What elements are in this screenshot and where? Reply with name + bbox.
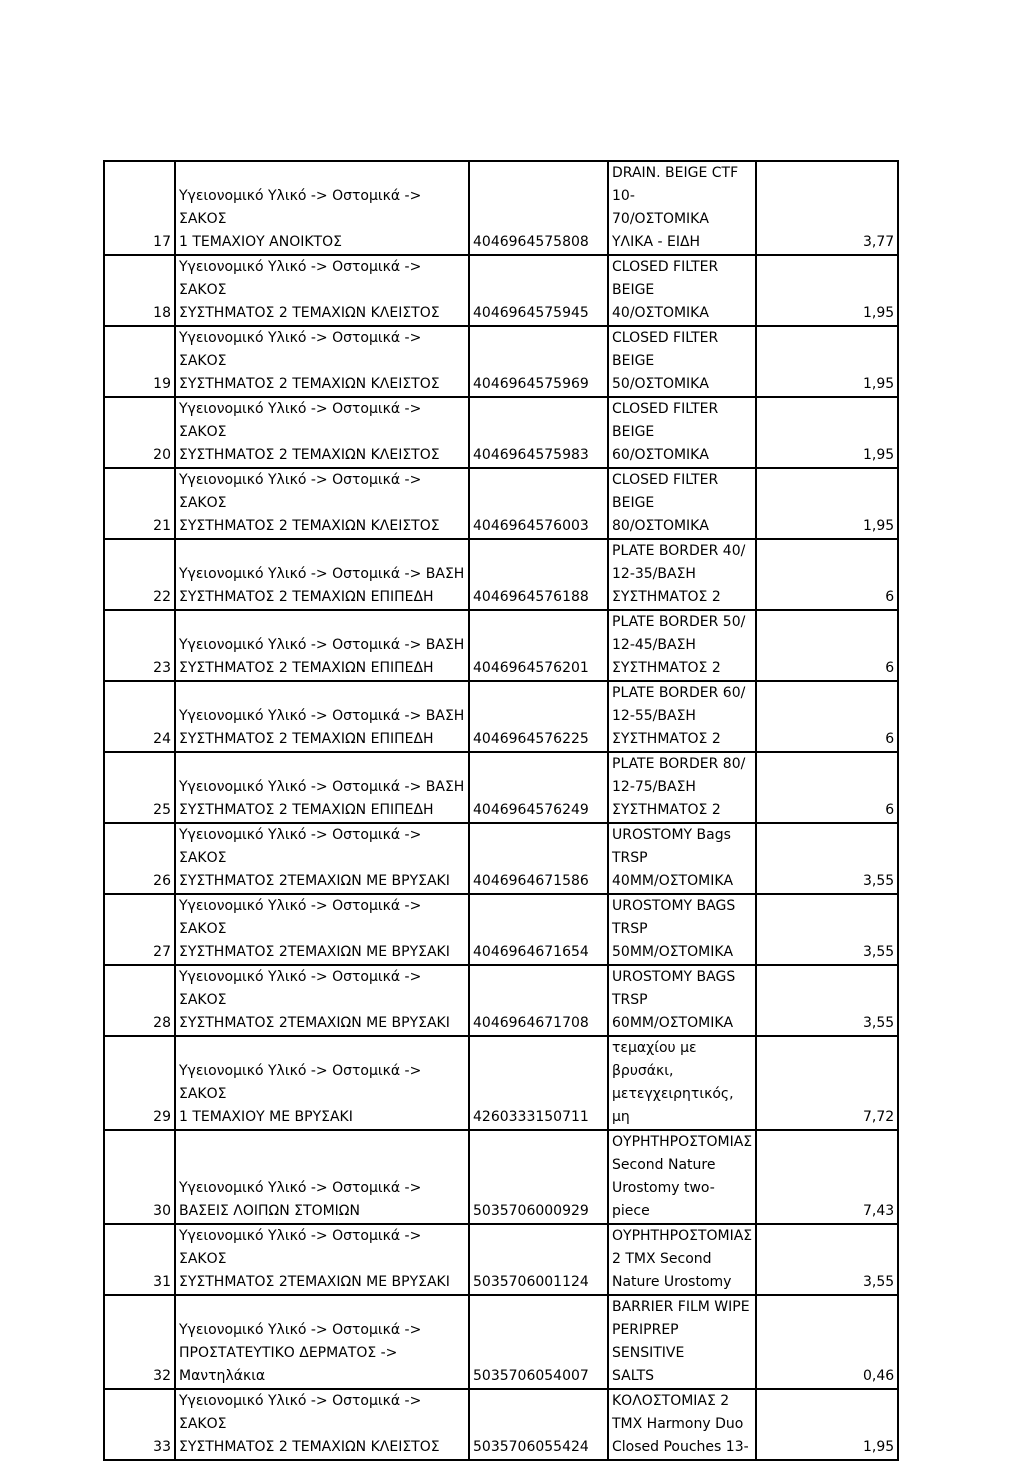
description-cell: τεμαχίου με βρυσάκι, μετεγχειρητικός, μη <box>608 1036 756 1130</box>
price-cell: 6 <box>756 681 898 752</box>
description-cell: PLATE BORDER 50/ 12-45/ΒΑΣΗ ΣΥΣΤΗΜΑΤΟΣ 2 <box>608 610 756 681</box>
category-cell: Υγειονομικό Υλικό -> Οστομικά -> ΣΑΚΟΣ ΣΥΣΤΗΜΑΤΟΣ 2ΤΕΜΑΧΙΩΝ ΜΕ ΒΡΥΣΑΚΙ <box>175 965 469 1036</box>
category-cell: Υγειονομικό Υλικό -> Οστομικά -> ΒΑΣΗ ΣΥΣΤΗΜΑΤΟΣ 2 ΤΕΜΑΧΙΩΝ ΕΠΙΠΕΔΗ <box>175 681 469 752</box>
category-cell: Υγειονομικό Υλικό -> Οστομικά -> ΣΑΚΟΣ ΣΥΣΤΗΜΑΤΟΣ 2ΤΕΜΑΧΙΩΝ ΜΕ ΒΡΥΣΑΚΙ <box>175 894 469 965</box>
category-cell: Υγειονομικό Υλικό -> Οστομικά -> ΣΑΚΟΣ ΣΥΣΤΗΜΑΤΟΣ 2 ΤΕΜΑΧΙΩΝ ΚΛΕΙΣΤΟΣ <box>175 468 469 539</box>
row-number: 29 <box>104 1036 175 1130</box>
description-cell: PLATE BORDER 40/ 12-35/ΒΑΣΗ ΣΥΣΤΗΜΑΤΟΣ 2 <box>608 539 756 610</box>
row-number: 19 <box>104 326 175 397</box>
table-row <box>104 1224 898 1295</box>
row-number: 23 <box>104 610 175 681</box>
product-code-cell: 4046964576188 <box>469 539 608 610</box>
row-number: 18 <box>104 255 175 326</box>
row-number: 30 <box>104 1130 175 1224</box>
table-row <box>104 255 898 326</box>
row-number: 20 <box>104 397 175 468</box>
table-row <box>104 468 898 539</box>
product-code-cell: 5035706001124 <box>469 1224 608 1295</box>
product-code-cell: 4046964576249 <box>469 752 608 823</box>
category-cell: Υγειονομικό Υλικό -> Οστομικά -> ΣΑΚΟΣ ΣΥΣΤΗΜΑΤΟΣ 2 ΤΕΜΑΧΙΩΝ ΚΛΕΙΣΤΟΣ <box>175 326 469 397</box>
product-code-cell: 4046964575983 <box>469 397 608 468</box>
row-number: 26 <box>104 823 175 894</box>
category-cell: Υγειονομικό Υλικό -> Οστομικά -> ΣΑΚΟΣ ΣΥΣΤΗΜΑΤΟΣ 2ΤΕΜΑΧΙΩΝ ΜΕ ΒΡΥΣΑΚΙ <box>175 823 469 894</box>
table-row <box>104 539 898 610</box>
category-cell: Υγειονομικό Υλικό -> Οστομικά -> ΒΑΣΗ ΣΥΣΤΗΜΑΤΟΣ 2 ΤΕΜΑΧΙΩΝ ΕΠΙΠΕΔΗ <box>175 752 469 823</box>
price-cell: 3,77 <box>756 161 898 255</box>
table-row <box>104 752 898 823</box>
table-row <box>104 965 898 1036</box>
category-cell: Υγειονομικό Υλικό -> Οστομικά -> ΣΑΚΟΣ 1 ΤΕΜΑΧΙΟΥ ΜΕ ΒΡΥΣΑΚΙ <box>175 1036 469 1130</box>
table-row <box>104 1389 898 1460</box>
price-cell: 0,46 <box>756 1295 898 1389</box>
row-number: 25 <box>104 752 175 823</box>
category-cell: Υγειονομικό Υλικό -> Οστομικά -> ΒΑΣΗ ΣΥΣΤΗΜΑΤΟΣ 2 ΤΕΜΑΧΙΩΝ ΕΠΙΠΕΔΗ <box>175 539 469 610</box>
price-cell: 1,95 <box>756 255 898 326</box>
row-number: 32 <box>104 1295 175 1389</box>
product-code-cell: 5035706000929 <box>469 1130 608 1224</box>
row-number: 28 <box>104 965 175 1036</box>
table-row <box>104 397 898 468</box>
table-row <box>104 326 898 397</box>
price-cell: 6 <box>756 610 898 681</box>
table-row <box>104 1295 898 1389</box>
category-cell: Υγειονομικό Υλικό -> Οστομικά -> ΣΑΚΟΣ 1 ΤΕΜΑΧΙΟΥ ΑΝΟΙΚΤΟΣ <box>175 161 469 255</box>
price-cell: 6 <box>756 539 898 610</box>
category-cell: Υγειονομικό Υλικό -> Οστομικά -> ΒΑΣΗ ΣΥΣΤΗΜΑΤΟΣ 2 ΤΕΜΑΧΙΩΝ ΕΠΙΠΕΔΗ <box>175 610 469 681</box>
product-code-cell: 4046964575969 <box>469 326 608 397</box>
price-cell: 1,95 <box>756 326 898 397</box>
description-cell: BARRIER FILM WIPE PERIPREP SENSITIVE SALTS <box>608 1295 756 1389</box>
product-table <box>103 160 899 1461</box>
product-code-cell: 4046964575808 <box>469 161 608 255</box>
row-number: 21 <box>104 468 175 539</box>
description-cell: ΚΟΛΟΣΤΟΜΙΑΣ 2 TMX Harmony Duo Closed Pouches 13- <box>608 1389 756 1460</box>
product-code-cell: 4260333150711 <box>469 1036 608 1130</box>
table-row <box>104 894 898 965</box>
description-cell: ΟΥΡΗΤΗΡΟΣΤΟΜΙΑΣ Second Nature Urostomy two-piece <box>608 1130 756 1224</box>
price-cell: 7,43 <box>756 1130 898 1224</box>
table-row <box>104 610 898 681</box>
price-cell: 1,95 <box>756 1389 898 1460</box>
price-cell: 1,95 <box>756 468 898 539</box>
description-cell: CLOSED FILTER BEIGE 60/ΟΣΤΟΜΙΚΑ <box>608 397 756 468</box>
price-cell: 3,55 <box>756 823 898 894</box>
product-table-body <box>104 161 898 1460</box>
description-cell: UROSTOMY BAGS TRSP 50MM/ΟΣΤΟΜΙΚΑ <box>608 894 756 965</box>
price-cell: 7,72 <box>756 1036 898 1130</box>
row-number: 24 <box>104 681 175 752</box>
table-row <box>104 1130 898 1224</box>
description-cell: CLOSED FILTER BEIGE 80/ΟΣΤΟΜΙΚΑ <box>608 468 756 539</box>
product-code-cell: 4046964671586 <box>469 823 608 894</box>
product-code-cell: 4046964575945 <box>469 255 608 326</box>
description-cell: UROSTOMY BAGS TRSP 60MM/ΟΣΤΟΜΙΚΑ <box>608 965 756 1036</box>
product-code-cell: 4046964671654 <box>469 894 608 965</box>
row-number: 31 <box>104 1224 175 1295</box>
category-cell: Υγειονομικό Υλικό -> Οστομικά -> ΒΑΣΕΙΣ ΛΟΙΠΩΝ ΣΤΟΜΙΩΝ <box>175 1130 469 1224</box>
product-code-cell: 4046964576003 <box>469 468 608 539</box>
product-code-cell: 4046964576201 <box>469 610 608 681</box>
description-cell: UROSTOMY Bags TRSP 40MM/ΟΣΤΟΜΙΚΑ <box>608 823 756 894</box>
product-code-cell: 5035706055424 <box>469 1389 608 1460</box>
row-number: 17 <box>104 161 175 255</box>
row-number: 22 <box>104 539 175 610</box>
price-cell: 3,55 <box>756 894 898 965</box>
description-cell: CLOSED FILTER BEIGE 40/ΟΣΤΟΜΙΚΑ <box>608 255 756 326</box>
description-cell: PLATE BORDER 60/ 12-55/ΒΑΣΗ ΣΥΣΤΗΜΑΤΟΣ 2 <box>608 681 756 752</box>
price-cell: 3,55 <box>756 965 898 1036</box>
description-cell: ΟΥΡΗΤΗΡΟΣΤΟΜΙΑΣ 2 TMX Second Nature Urostomy <box>608 1224 756 1295</box>
category-cell: Υγειονομικό Υλικό -> Οστομικά -> ΣΑΚΟΣ ΣΥΣΤΗΜΑΤΟΣ 2 ΤΕΜΑΧΙΩΝ ΚΛΕΙΣΤΟΣ <box>175 1389 469 1460</box>
table-row <box>104 681 898 752</box>
price-cell: 3,55 <box>756 1224 898 1295</box>
table-row <box>104 161 898 255</box>
description-cell: DRAIN. BEIGE CTF 10- 70/ΟΣΤΟΜΙΚΑ ΥΛΙΚΑ - ΕΙΔΗ <box>608 161 756 255</box>
category-cell: Υγειονομικό Υλικό -> Οστομικά -> ΣΑΚΟΣ ΣΥΣΤΗΜΑΤΟΣ 2 ΤΕΜΑΧΙΩΝ ΚΛΕΙΣΤΟΣ <box>175 255 469 326</box>
table-row <box>104 1036 898 1130</box>
category-cell: Υγειονομικό Υλικό -> Οστομικά -> ΠΡΟΣΤΑΤΕΥΤΙΚΟ ΔΕΡΜΑΤΟΣ -> Μαντηλάκια <box>175 1295 469 1389</box>
description-cell: CLOSED FILTER BEIGE 50/ΟΣΤΟΜΙΚΑ <box>608 326 756 397</box>
row-number: 27 <box>104 894 175 965</box>
row-number: 33 <box>104 1389 175 1460</box>
category-cell: Υγειονομικό Υλικό -> Οστομικά -> ΣΑΚΟΣ ΣΥΣΤΗΜΑΤΟΣ 2ΤΕΜΑΧΙΩΝ ΜΕ ΒΡΥΣΑΚΙ <box>175 1224 469 1295</box>
product-code-cell: 5035706054007 <box>469 1295 608 1389</box>
table-row <box>104 823 898 894</box>
product-code-cell: 4046964576225 <box>469 681 608 752</box>
product-code-cell: 4046964671708 <box>469 965 608 1036</box>
price-cell: 1,95 <box>756 397 898 468</box>
price-cell: 6 <box>756 752 898 823</box>
description-cell: PLATE BORDER 80/ 12-75/ΒΑΣΗ ΣΥΣΤΗΜΑΤΟΣ 2 <box>608 752 756 823</box>
category-cell: Υγειονομικό Υλικό -> Οστομικά -> ΣΑΚΟΣ ΣΥΣΤΗΜΑΤΟΣ 2 ΤΕΜΑΧΙΩΝ ΚΛΕΙΣΤΟΣ <box>175 397 469 468</box>
